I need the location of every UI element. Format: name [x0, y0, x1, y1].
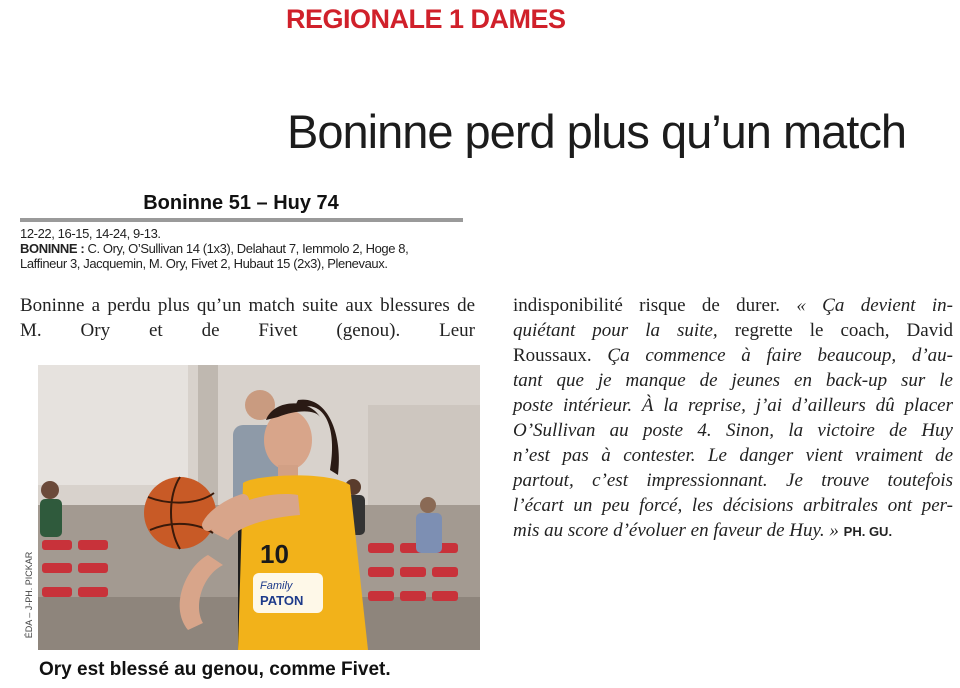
lineup-line-2: Laffineur 3, Jacquemin, M. Ory, Fivet 2, Hubaut 15 (2x3), Plenevaux.: [20, 256, 388, 271]
lineup-line-1: C. Ory, O’Sullivan 14 (1x3), Delahaut 7, Iemmolo 2, Hoge 8,: [84, 241, 409, 256]
byline: PH. GU.: [843, 524, 893, 539]
article-line: mis au score d’évoluer en faveur de Huy. » PH. GU.: [513, 520, 893, 541]
article-column-1: [20, 293, 475, 343]
photo-credit: ÉDA – J-PH. PICKAR: [24, 551, 34, 639]
article-line: O’Sullivan au poste 4. Sinon, la victoire de Huy: [513, 420, 953, 441]
article-line: quiétant pour la suite, regrette le coach, David: [513, 320, 953, 341]
article-line: indisponibilité risque de durer. « Ça devient in-: [513, 295, 954, 316]
basketball-player-illustration: [38, 365, 480, 650]
quarter-scores: 12-22, 16-15, 14-24, 9-13.: [20, 226, 161, 241]
article-line: partout, c’est impressionnant. Je trouve toutefois: [513, 470, 953, 491]
match-score: Boninne 51 – Huy 74: [143, 192, 339, 214]
article-line: l’écart un peu forcé, les décisions arbitrales ont per-: [513, 495, 953, 516]
article-line: poste intérieur. À la reprise, j’ai d’ailleurs dû placer: [513, 395, 953, 416]
article-line: tant que je manque de jeunes en back-up sur le: [513, 370, 953, 391]
article-line: n’est pas à contester. Le danger vient vraiment de: [513, 445, 953, 466]
article-line: blessures de M. Ory et de Fivet (genou). Leur: [20, 295, 475, 341]
jersey-number: 10: [260, 539, 289, 569]
score-divider: [20, 218, 463, 222]
headline: Boninne perd plus qu’un match: [287, 105, 906, 158]
photo-caption: Ory est blessé au genou, comme Fivet.: [39, 659, 391, 680]
article-photo: [38, 365, 480, 650]
article-column-2: [513, 293, 953, 544]
team-lineup: [20, 241, 460, 271]
lineup-team-label: BONINNE :: [20, 241, 85, 256]
article-line: Boninne a perdu plus qu’un match suite aux: [20, 295, 373, 316]
section-heading: REGIONALE 1 DAMES: [286, 4, 566, 34]
jersey-sponsor-top: Family: [260, 580, 293, 592]
article-line: Roussaux. Ça commence à faire beaucoup, d’au-: [513, 345, 953, 366]
jersey-sponsor-bottom: PATON: [260, 593, 304, 608]
